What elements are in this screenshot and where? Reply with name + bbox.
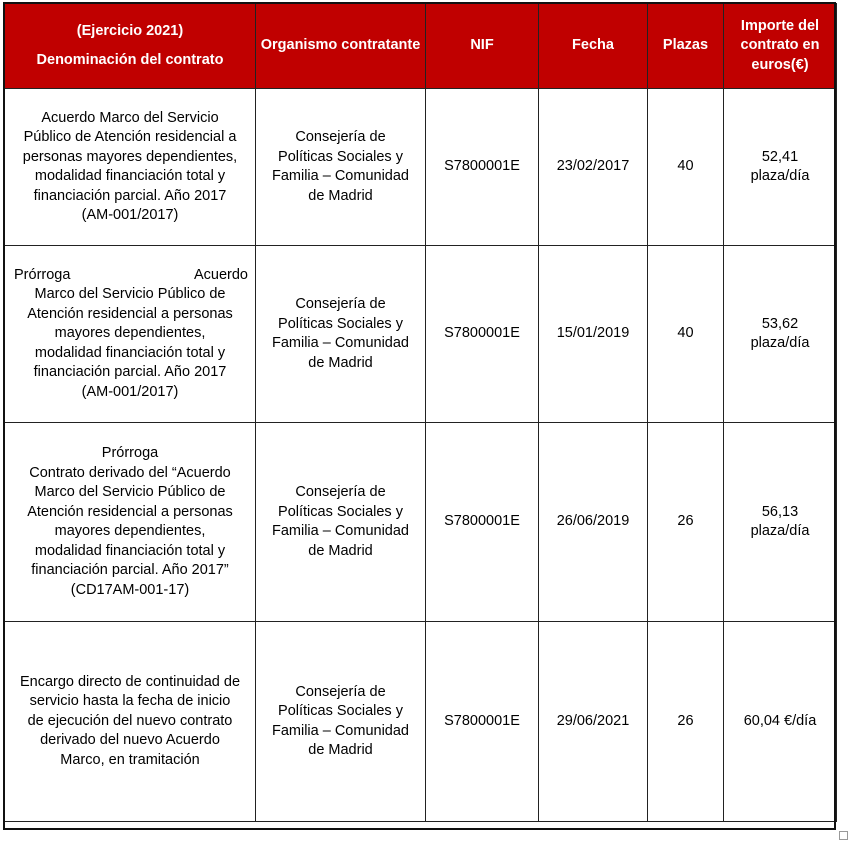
text-line: de Madrid: [308, 542, 373, 559]
text-line: (AM-001/2017): [81, 383, 179, 400]
text-line: personas mayores dependientes,: [22, 148, 238, 165]
header-nif: NIF: [426, 4, 539, 89]
cell-denominacion: [5, 246, 256, 423]
cell-denominacion: [5, 423, 256, 622]
cell-nif: S7800001E: [426, 622, 539, 822]
text-line: financiación parcial. Año 2017: [33, 364, 227, 381]
text-line: modalidad financiación total y: [34, 168, 226, 184]
header-organismo: Organismo contratante: [256, 4, 426, 89]
text-line: plaza/día: [750, 168, 810, 184]
text-line: financiación parcial. Año 2017: [33, 187, 227, 204]
header-denominacion: [5, 4, 256, 89]
header-denominacion-label: Denominación del contrato: [36, 51, 224, 68]
cell-denominacion: [5, 89, 256, 246]
cell-organismo: [256, 622, 426, 822]
text-line: Consejería de: [295, 683, 386, 700]
cell-plazas: 26: [648, 423, 724, 622]
text-line: de Madrid: [308, 354, 373, 371]
text-line: modalidad financiación total y: [34, 344, 226, 361]
table-header-row: [5, 4, 837, 89]
text-line: Atención residencial a personas: [27, 503, 233, 520]
cell-plazas: 40: [648, 246, 724, 423]
text-word: Acuerdo: [193, 266, 248, 283]
cell-denominacion: [5, 622, 256, 822]
table-row: [5, 246, 837, 423]
cell-nif: S7800001E: [426, 89, 539, 246]
text-line: de Madrid: [308, 187, 373, 204]
table-row: [5, 622, 837, 822]
contracts-table: [4, 3, 837, 822]
cell-importe: [724, 246, 837, 423]
text-line: Encargo directo de continuidad de: [19, 673, 241, 690]
cell-organismo: [256, 89, 426, 246]
text-line: Políticas Sociales y: [278, 503, 403, 520]
text-line: Consejería de: [295, 296, 386, 312]
cell-importe: [724, 423, 837, 622]
text-word: Prórroga: [14, 266, 71, 283]
cell-fecha: 29/06/2021: [539, 622, 648, 822]
text-line: Público de Atención residencial a: [23, 129, 237, 145]
text-line: Familia – Comunidad: [271, 523, 409, 539]
text-line: de ejecución del nuevo contrato: [27, 712, 233, 729]
text-line: modalidad financiación total y: [34, 542, 226, 559]
text-line: 52,41: [761, 148, 799, 165]
text-line: Consejería de: [295, 129, 386, 145]
cell-nif: S7800001E: [426, 246, 539, 423]
cell-organismo: [256, 423, 426, 622]
text-line: 56,13: [761, 503, 799, 520]
text-line: [10, 266, 250, 286]
table-row: [5, 89, 837, 246]
text-line: Acuerdo Marco del Servicio: [41, 109, 219, 126]
text-line: Contrato derivado del “Acuerdo: [29, 464, 231, 481]
text-line: 60,04 €/día: [743, 712, 817, 729]
header-fecha: Fecha: [539, 4, 648, 89]
text-line: Políticas Sociales y: [278, 315, 403, 332]
cell-organismo: [256, 246, 426, 423]
text-line: de Madrid: [308, 742, 373, 758]
text-line: Políticas Sociales y: [278, 148, 403, 165]
text-line: Marco del Servicio Público de: [34, 484, 226, 500]
text-line: Familia – Comunidad: [271, 168, 409, 184]
cell-fecha: 15/01/2019: [539, 246, 648, 423]
text-line: derivado del nuevo Acuerdo: [40, 732, 220, 749]
text-line: plaza/día: [750, 335, 810, 351]
text-line: Marco del Servicio Público de: [34, 286, 226, 303]
table-row: [5, 423, 837, 622]
text-line: (AM-001/2017): [81, 207, 179, 223]
cell-plazas: 40: [648, 89, 724, 246]
text-line: Familia – Comunidad: [271, 722, 409, 739]
header-importe: Importe del contrato en euros(€): [724, 4, 837, 89]
header-plazas: Plazas: [648, 4, 724, 89]
text-line: Atención residencial a personas: [27, 305, 233, 322]
text-line: servicio hasta la fecha de inicio: [29, 693, 231, 710]
text-line: Familia – Comunidad: [271, 335, 409, 351]
text-line: Marco, en tramitación: [60, 751, 200, 768]
cell-fecha: 23/02/2017: [539, 89, 648, 246]
cell-plazas: 26: [648, 622, 724, 822]
text-line: Políticas Sociales y: [278, 703, 403, 719]
header-year-label: (Ejercicio 2021): [76, 23, 184, 39]
text-line: mayores dependientes,: [54, 325, 206, 342]
cell-importe: [724, 89, 837, 246]
text-line: financiación parcial. Año 2017”: [31, 562, 229, 578]
resize-handle[interactable]: [839, 831, 848, 840]
text-line: Prórroga: [101, 445, 159, 461]
text-line: mayores dependientes,: [54, 523, 206, 539]
text-line: (CD17AM-001-17): [70, 581, 190, 598]
cell-importe: [724, 622, 837, 822]
cell-nif: S7800001E: [426, 423, 539, 622]
text-line: plaza/día: [750, 523, 810, 539]
cell-fecha: 26/06/2019: [539, 423, 648, 622]
text-line: 53,62: [761, 315, 799, 332]
text-line: Consejería de: [295, 484, 386, 500]
